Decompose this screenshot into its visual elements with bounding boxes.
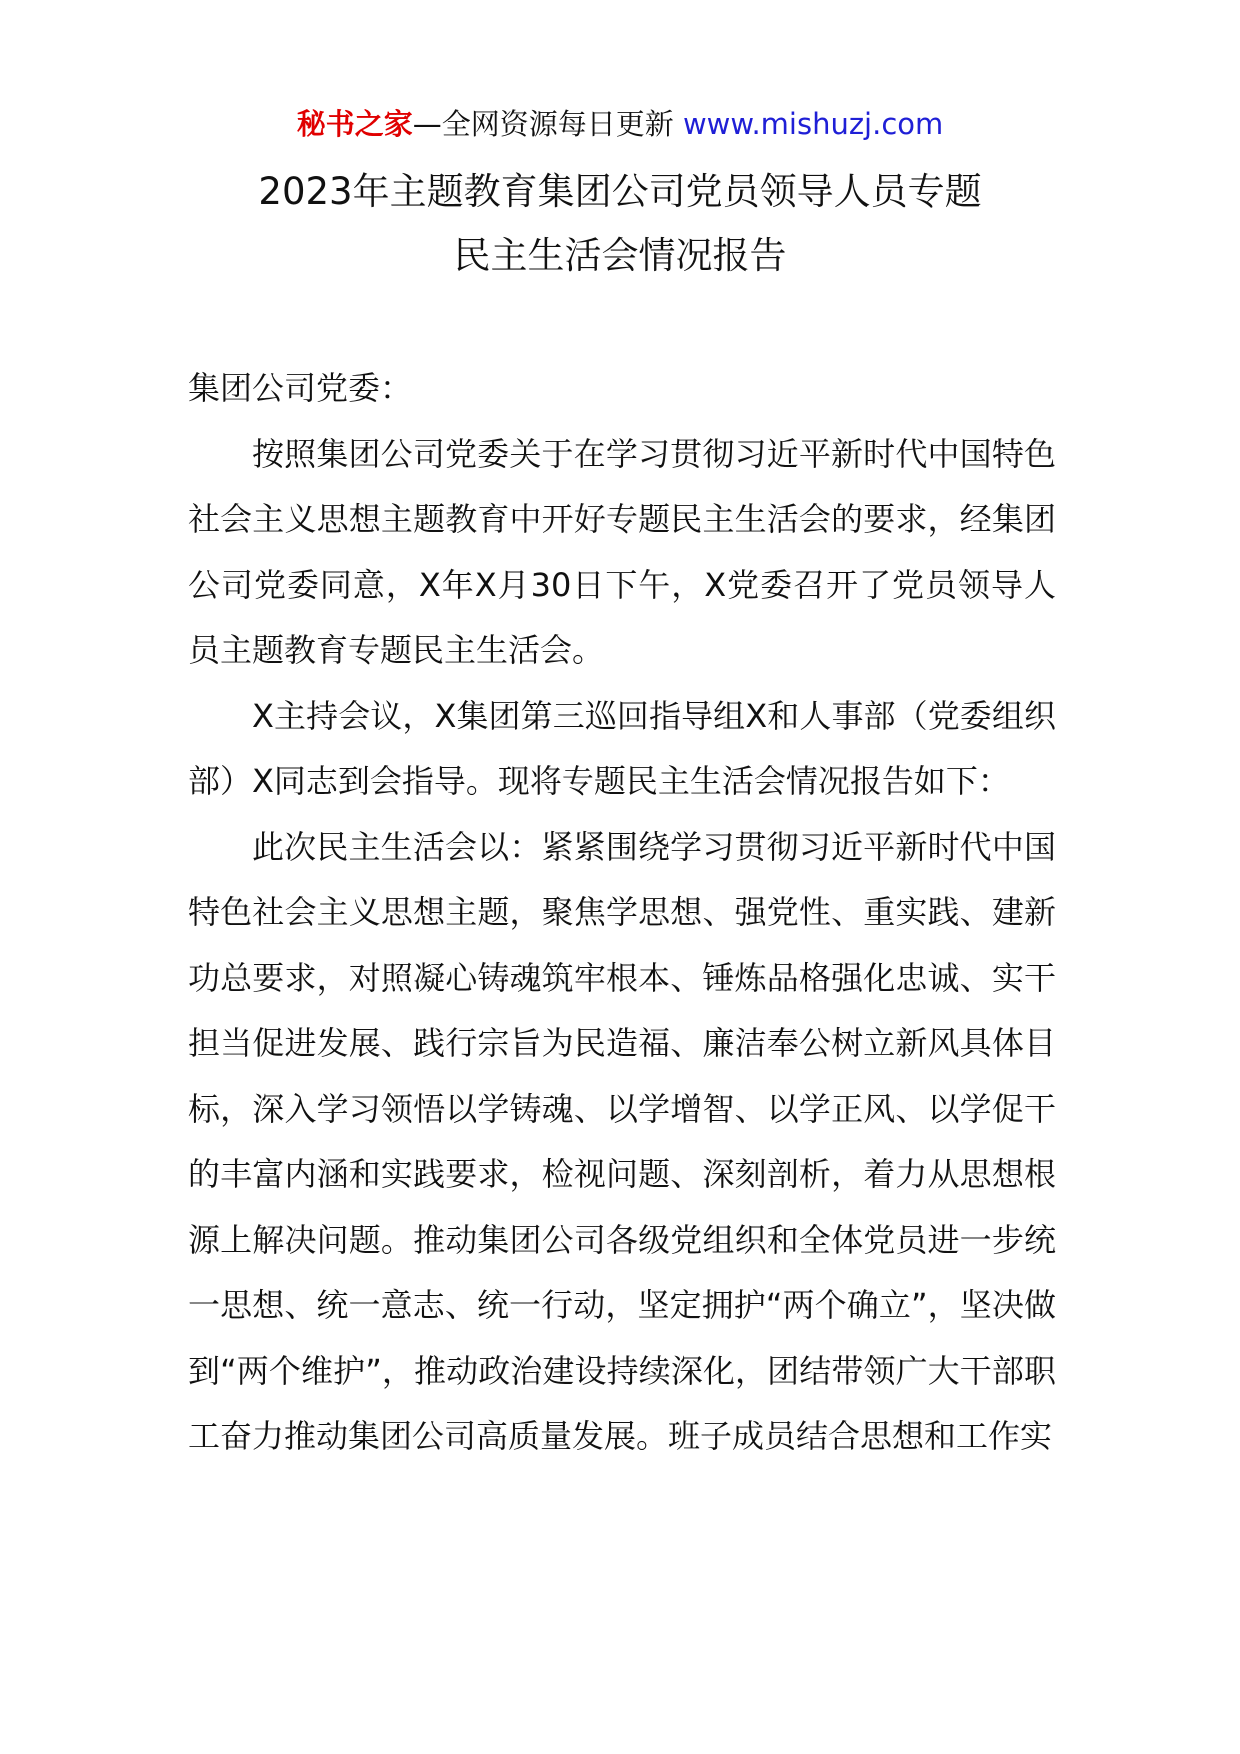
site-url-link[interactable]: www.mishuzj.com bbox=[682, 107, 944, 141]
paragraph-1: 按照集团公司党委关于在学习贯彻习近平新时代中国特色社会主义思想主题教育中开好专题民主生活会的要求，经集团公司党委同意，X年X月30日下午，X党委召开了党员领导人员主题教育专题民主生活会。 bbox=[188, 434, 1056, 669]
header-banner bbox=[0, 100, 1240, 148]
title-line-2: 民主生活会情况报告 bbox=[453, 234, 787, 277]
title-line-1: 2023年主题教育集团公司党员领导人员专题 bbox=[258, 170, 982, 213]
paragraph-3: 此次民主生活会以：紧紧围绕学习贯彻习近平新时代中国特色社会主义思想主题，聚焦学思想、强党性、重实践、建新功总要求，对照凝心铸魂筑牢根本、锤炼品格强化忠诚、实干担当促进发展、践行宗旨为民造福、廉洁奉公树立新风具体目标，深入学习领悟以学铸魂、以学增智、以学正风、以学促干的丰富内涵和实践要求，检视问题、深刻剖析，着力从思想根源上解决问题。推动集团公司各级党组织和全体党员进一步统一思想、统一意志、统一行动，坚定拥护“两个确立”，坚决做到“两个维护”，推动政治建设持续深化，团结带领广大干部职工奋力推动集团公司高质量发展。班子成员结合思想和工作实 bbox=[188, 827, 1056, 1455]
brand-name: 秘书之家 bbox=[296, 107, 413, 141]
document-title bbox=[0, 160, 1240, 288]
document-body bbox=[188, 356, 1056, 1470]
paragraph-2: X主持会议，X集团第三巡回指导组X和人事部（党委组织部）X同志到会指导。现将专题民主生活会情况报告如下： bbox=[188, 696, 1056, 800]
salutation: 集团公司党委： bbox=[188, 369, 413, 407]
header-tagline: —全网资源每日更新 bbox=[412, 107, 683, 141]
